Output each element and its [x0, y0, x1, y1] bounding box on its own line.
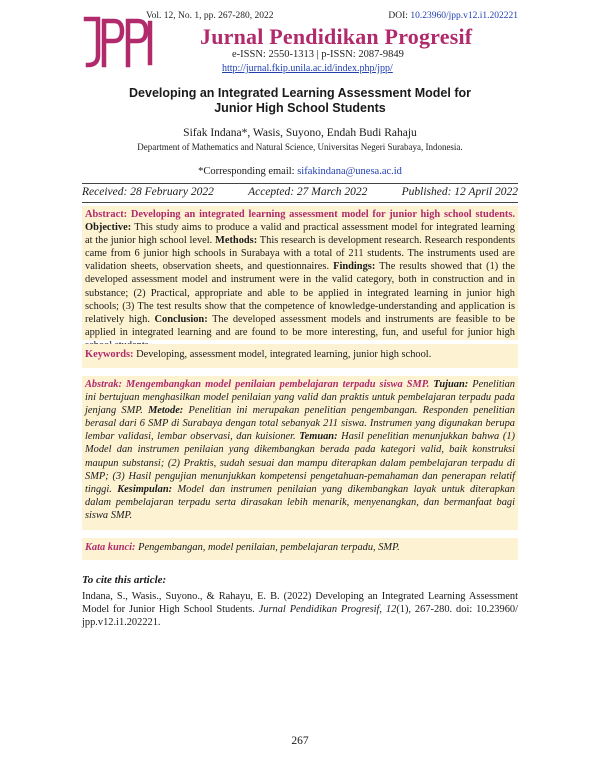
volume-info: Vol. 12, No. 1, pp. 267-280, 2022	[146, 11, 274, 21]
article-dates	[82, 186, 518, 198]
doi-link[interactable]: 10.23960/jpp.v12.i1.202221	[410, 11, 518, 21]
keywords-english: Keywords: Developing, assessment model, integrated learning, junior high school.	[82, 344, 518, 368]
citation-heading: To cite this article:	[82, 574, 167, 586]
divider-top	[82, 183, 518, 184]
received-date: Received: 28 February 2022	[82, 186, 214, 198]
doi: DOI: 10.23960/jpp.v12.i1.202221	[388, 11, 518, 21]
published-date: Published: 12 April 2022	[401, 186, 518, 198]
journal-logo	[82, 13, 154, 73]
paper-title: Developing an Integrated Learning Assessment Model for Junior High School Students	[129, 86, 471, 115]
authors: Sifak Indana*, Wasis, Suyono, Endah Budi Rahaju	[183, 127, 417, 139]
journal-title: Jurnal Pendidikan Progresif	[200, 24, 473, 49]
email-link[interactable]: sifakindana@unesa.ac.id	[297, 166, 402, 177]
journal-url[interactable]: http://jurnal.fkip.unila.ac.id/index.php/jpp/	[222, 63, 393, 74]
issn: e-ISSN: 2550-1313 | p-ISSN: 2087-9849	[232, 49, 404, 60]
abstract-english: Abstract: Developing an integrated learning assessment model for junior high school students. Objective: This study aims to produce a valid and practical assessment model for integrated learning at the junior high school level. Methods: This research is development research. Research respondents came from 6 junior high schools in Surabaya with a total of 211 students. The instruments used are validation sheets, observation sheets, and questionnaires. Findings: The results showed that (1) the developed assessment model and instrument were in the valid category, both in construction and in substance; (2) Practical, appropriate and able to be applied in integrated learning in junior high schools; (3) The test results show that the competence of knowledge-understanding and application is relatively high. Conclusion: The developed assessment models and instruments are feasible to be applied in integrated learning and are found to be more interesting, fun, and useful for junior high	[82, 206, 518, 340]
citation-text: Indana, S., Wasis., Suyono., & Rahayu, E. B. (2022) Developing an Integrated Learning Assessment Model for Junior High School Students. Jurnal Pendidikan Progresif, 12(1), 267-280. doi: 10.23960/ jpp.v12.i1.202221.	[82, 591, 518, 628]
affiliation: Department of Mathematics and Natural Science, Universitas Negeri Surabaya, Indonesia.	[137, 142, 463, 152]
page-number: 267	[291, 735, 309, 747]
abstract-indonesian: Abstrak: Mengembangkan model penilaian pembelajaran terpadu siswa SMP. Tujuan: Penelitian ini bertujuan menghasilkan model penilaian yang valid dan praktis untuk pembelajaran terpadu pada jenjang SMP. Metode: Penelitian ini merupakan penelitian pengembangan. Responden penelitian berasal dari 6 SMP di Surabaya dengan total sebanyak 211 siswa. Instrumen yang digunakan berupa lembar validasi, lembar observasi, dan kuisioner. Temuan: Hasil penelitian menunjukkan bahwa (1) Model dan instrumen penilaian yang dikembangkan berada pada kategori valid, baik konstruksi maupun substansi; (2) Praktis, sudah sesuai dan mampu diterapkan dalam pembelajaran terpadu di SMP; (3) Hasil pengujian menunjukkan kompetensi pengetahuan-pemahaman dan penerapan relatif tinggi. Kesimpulan: Model dan instrumen penilaian yang dikembangkan layak untuk diterapkan dalam pembelajaran terpadu serta dirasakan lebih menarik, menyenangkan, dan bermanfaat bagi siswa SMP.	[82, 376, 518, 530]
keywords-indonesian: Kata kunci: Pengembangan, model penilaian, pembelajaran terpadu, SMP.	[82, 538, 518, 560]
divider-bottom	[82, 202, 518, 203]
accepted-date: Accepted: 27 March 2022	[248, 186, 368, 198]
corresponding-email: *Corresponding email: sifakindana@unesa.ac.id	[198, 166, 402, 177]
